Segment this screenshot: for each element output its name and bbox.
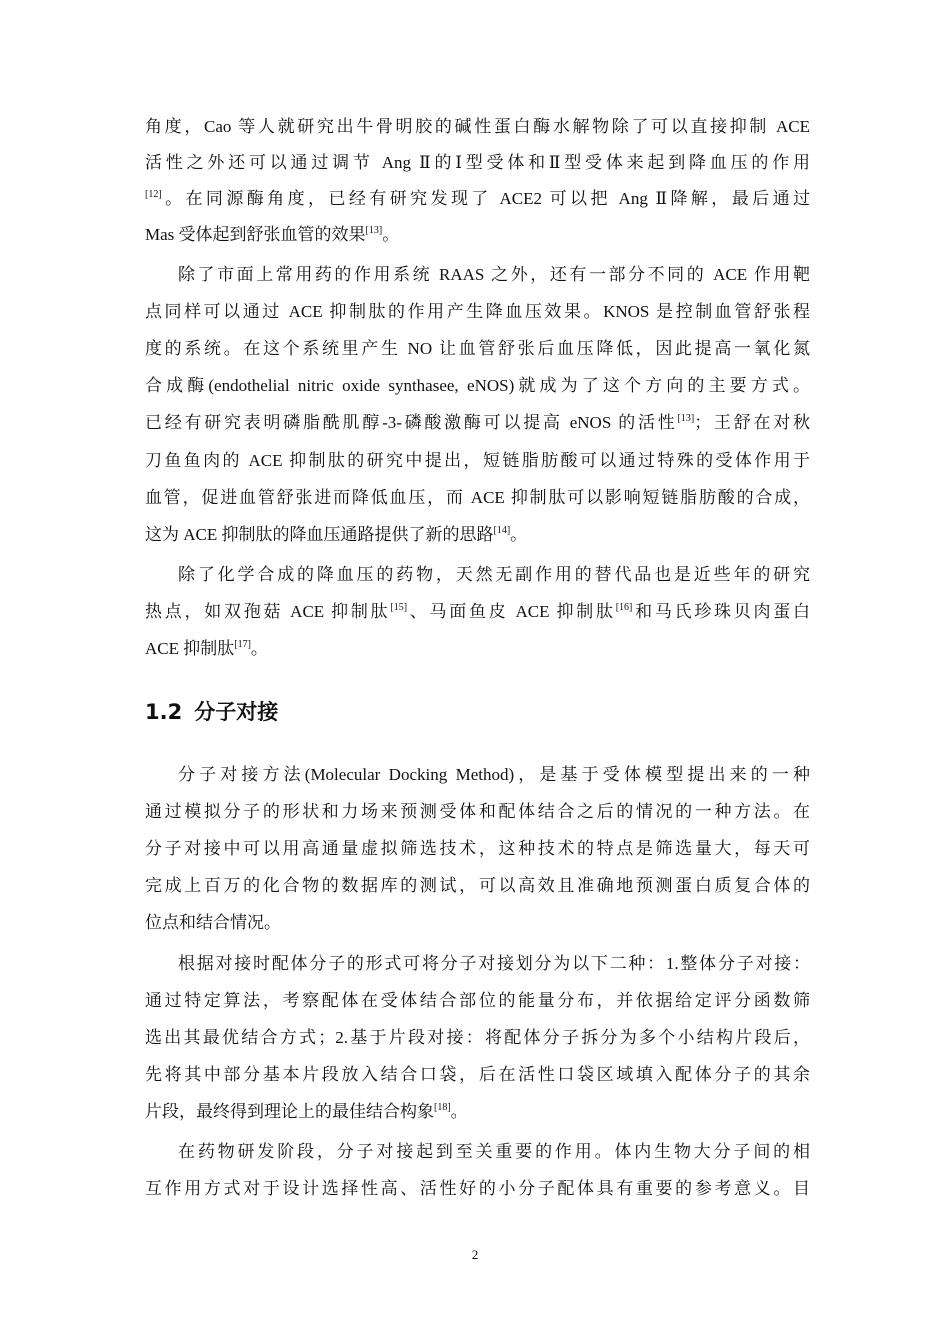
text-segment: 。 (510, 525, 528, 544)
text-line (145, 523, 810, 547)
text-segment: 已经有研究表明磷脂酰肌醇-3-磷酸激酶可以提高 eNOS 的活性 (145, 413, 678, 432)
text-segment: 互作用方式对于设计选择性高、活性好的小分子配体具有重要的参考意义。目 (145, 1179, 810, 1198)
text-segment: 先将其中部分基本片段放入结合口袋，后在活性口袋区域填入配体分子的其余 (145, 1065, 810, 1084)
text-segment: 通过模拟分子的形状和力场来预测受体和配体结合之后的情况的一种方法。在 (145, 802, 810, 821)
text-line (145, 374, 810, 398)
text-segment: 除了市面上常用药的作用系统 RAAS 之外，还有一部分不同的 ACE 作用靶 (178, 265, 810, 284)
text-line (145, 115, 810, 139)
citation-ref: [13] (677, 413, 695, 424)
text-segment: 这为 ACE 抑制肽的降血压通路提供了新的思路 (145, 525, 494, 544)
text-segment: 活性之外还可以通过调节 Ang Ⅱ的Ⅰ型受体和Ⅱ型受体来起到降血压的作用 (145, 153, 810, 172)
text-segment: 完成上百万的化合物的数据库的测试，可以高效且准确地预测蛋白质复合体的 (145, 876, 810, 895)
text-line (145, 874, 810, 898)
text-segment: 刀鱼鱼肉的 ACE 抑制肽的研究中提出，短链脂肪酸可以通过特殊的受体作用于 (145, 451, 810, 470)
section-title: 分子对接 (194, 700, 279, 724)
text-segment: 在药物研发阶段，分子对接起到至关重要的作用。体内生物大分子间的相 (178, 1142, 810, 1161)
text-segment: Mas 受体起到舒张血管的效果 (145, 225, 366, 244)
page-number: 2 (471, 1247, 479, 1262)
text-segment: 度的系统。在这个系统里产生 NO 让血管舒张后血压降低，因此提高一氧化氮 (145, 339, 810, 358)
text-line (178, 263, 810, 287)
text-segment: 血管，促进血管舒张进而降低血压，而 ACE 抑制肽可以影响短链脂肪酸的合成， (145, 488, 810, 507)
text-line (145, 989, 810, 1013)
text-line (178, 952, 810, 976)
text-line (145, 837, 810, 861)
text-segment: 根据对接时配体分子的形式可将分子对接划分为以下二种：1.整体分子对接： (178, 954, 810, 973)
text-line (145, 1177, 810, 1201)
text-line (145, 223, 810, 247)
citation-ref: [15] (390, 602, 408, 613)
text-line (145, 187, 810, 211)
text-line (145, 911, 810, 935)
text-segment: 合成酶(endothelial nitric oxide synthasee, eNOS)就成为了这个方向的主要方式。 (145, 376, 810, 395)
text-segment: 选出其最优结合方式；2.基于片段对接：将配体分子拆分为多个小结构片段后， (145, 1028, 810, 1047)
text-line (145, 337, 810, 361)
text-line (145, 1026, 810, 1050)
citation-ref: [16] (615, 602, 633, 613)
text-segment: 。在同源酶角度，已经有研究发现了 ACE2 可以把 Ang Ⅱ降解，最后通过 (161, 189, 810, 208)
citation-ref: [13] (365, 225, 383, 236)
text-line (145, 449, 810, 473)
text-segment: ACE 抑制肽 (145, 639, 235, 658)
citation-ref: [17] (234, 639, 251, 650)
section-number: 1.2 (145, 700, 183, 724)
text-line (145, 800, 810, 824)
citation-ref: [18] (434, 1102, 451, 1113)
text-line (178, 763, 810, 787)
text-line (145, 411, 810, 435)
citation-ref: [14] (493, 525, 511, 536)
text-segment: 分子对接中可以用高通量虚拟筛选技术，这种技术的特点是筛选量大，每天可 (145, 839, 810, 858)
text-line (178, 563, 810, 587)
text-segment: 、马面鱼皮 ACE 抑制肽 (407, 602, 616, 621)
text-line (145, 300, 810, 324)
text-line (145, 151, 810, 175)
text-segment: 位点和结合情况。 (145, 913, 281, 932)
text-line (145, 1063, 810, 1087)
text-line (178, 1140, 810, 1164)
text-segment: 和马氏珍珠贝肉蛋白 (632, 602, 811, 621)
text-segment: 。 (250, 639, 268, 658)
text-segment: 片段，最终得到理论上的最佳结合构象 (145, 1102, 434, 1121)
citation-ref: [12] (145, 189, 162, 200)
text-segment: 角度，Cao 等人就研究出牛骨明胶的碱性蛋白酶水解物除了可以直接抑制 ACE (145, 117, 810, 136)
text-line (145, 600, 810, 624)
section-heading (145, 697, 278, 727)
text-line (145, 637, 810, 661)
text-segment: ；王舒在对秋 (694, 413, 811, 432)
text-line (145, 486, 810, 510)
text-segment: 点同样可以通过 ACE 抑制肽的作用产生降血压效果。KNOS 是控制血管舒张程 (145, 302, 810, 321)
text-segment: 分子对接方法(Molecular Docking Method)，是基于受体模型提出来的一种 (178, 765, 810, 784)
text-segment: 除了化学合成的降血压的药物，天然无副作用的替代品也是近些年的研究 (178, 565, 810, 584)
text-line (145, 1100, 810, 1124)
text-segment: 。 (450, 1102, 468, 1121)
text-segment: 通过特定算法，考察配体在受体结合部位的能量分布，并依据给定评分函数筛 (145, 991, 810, 1010)
text-segment: 。 (382, 225, 400, 244)
text-segment: 热点，如双孢菇 ACE 抑制肽 (145, 602, 391, 621)
